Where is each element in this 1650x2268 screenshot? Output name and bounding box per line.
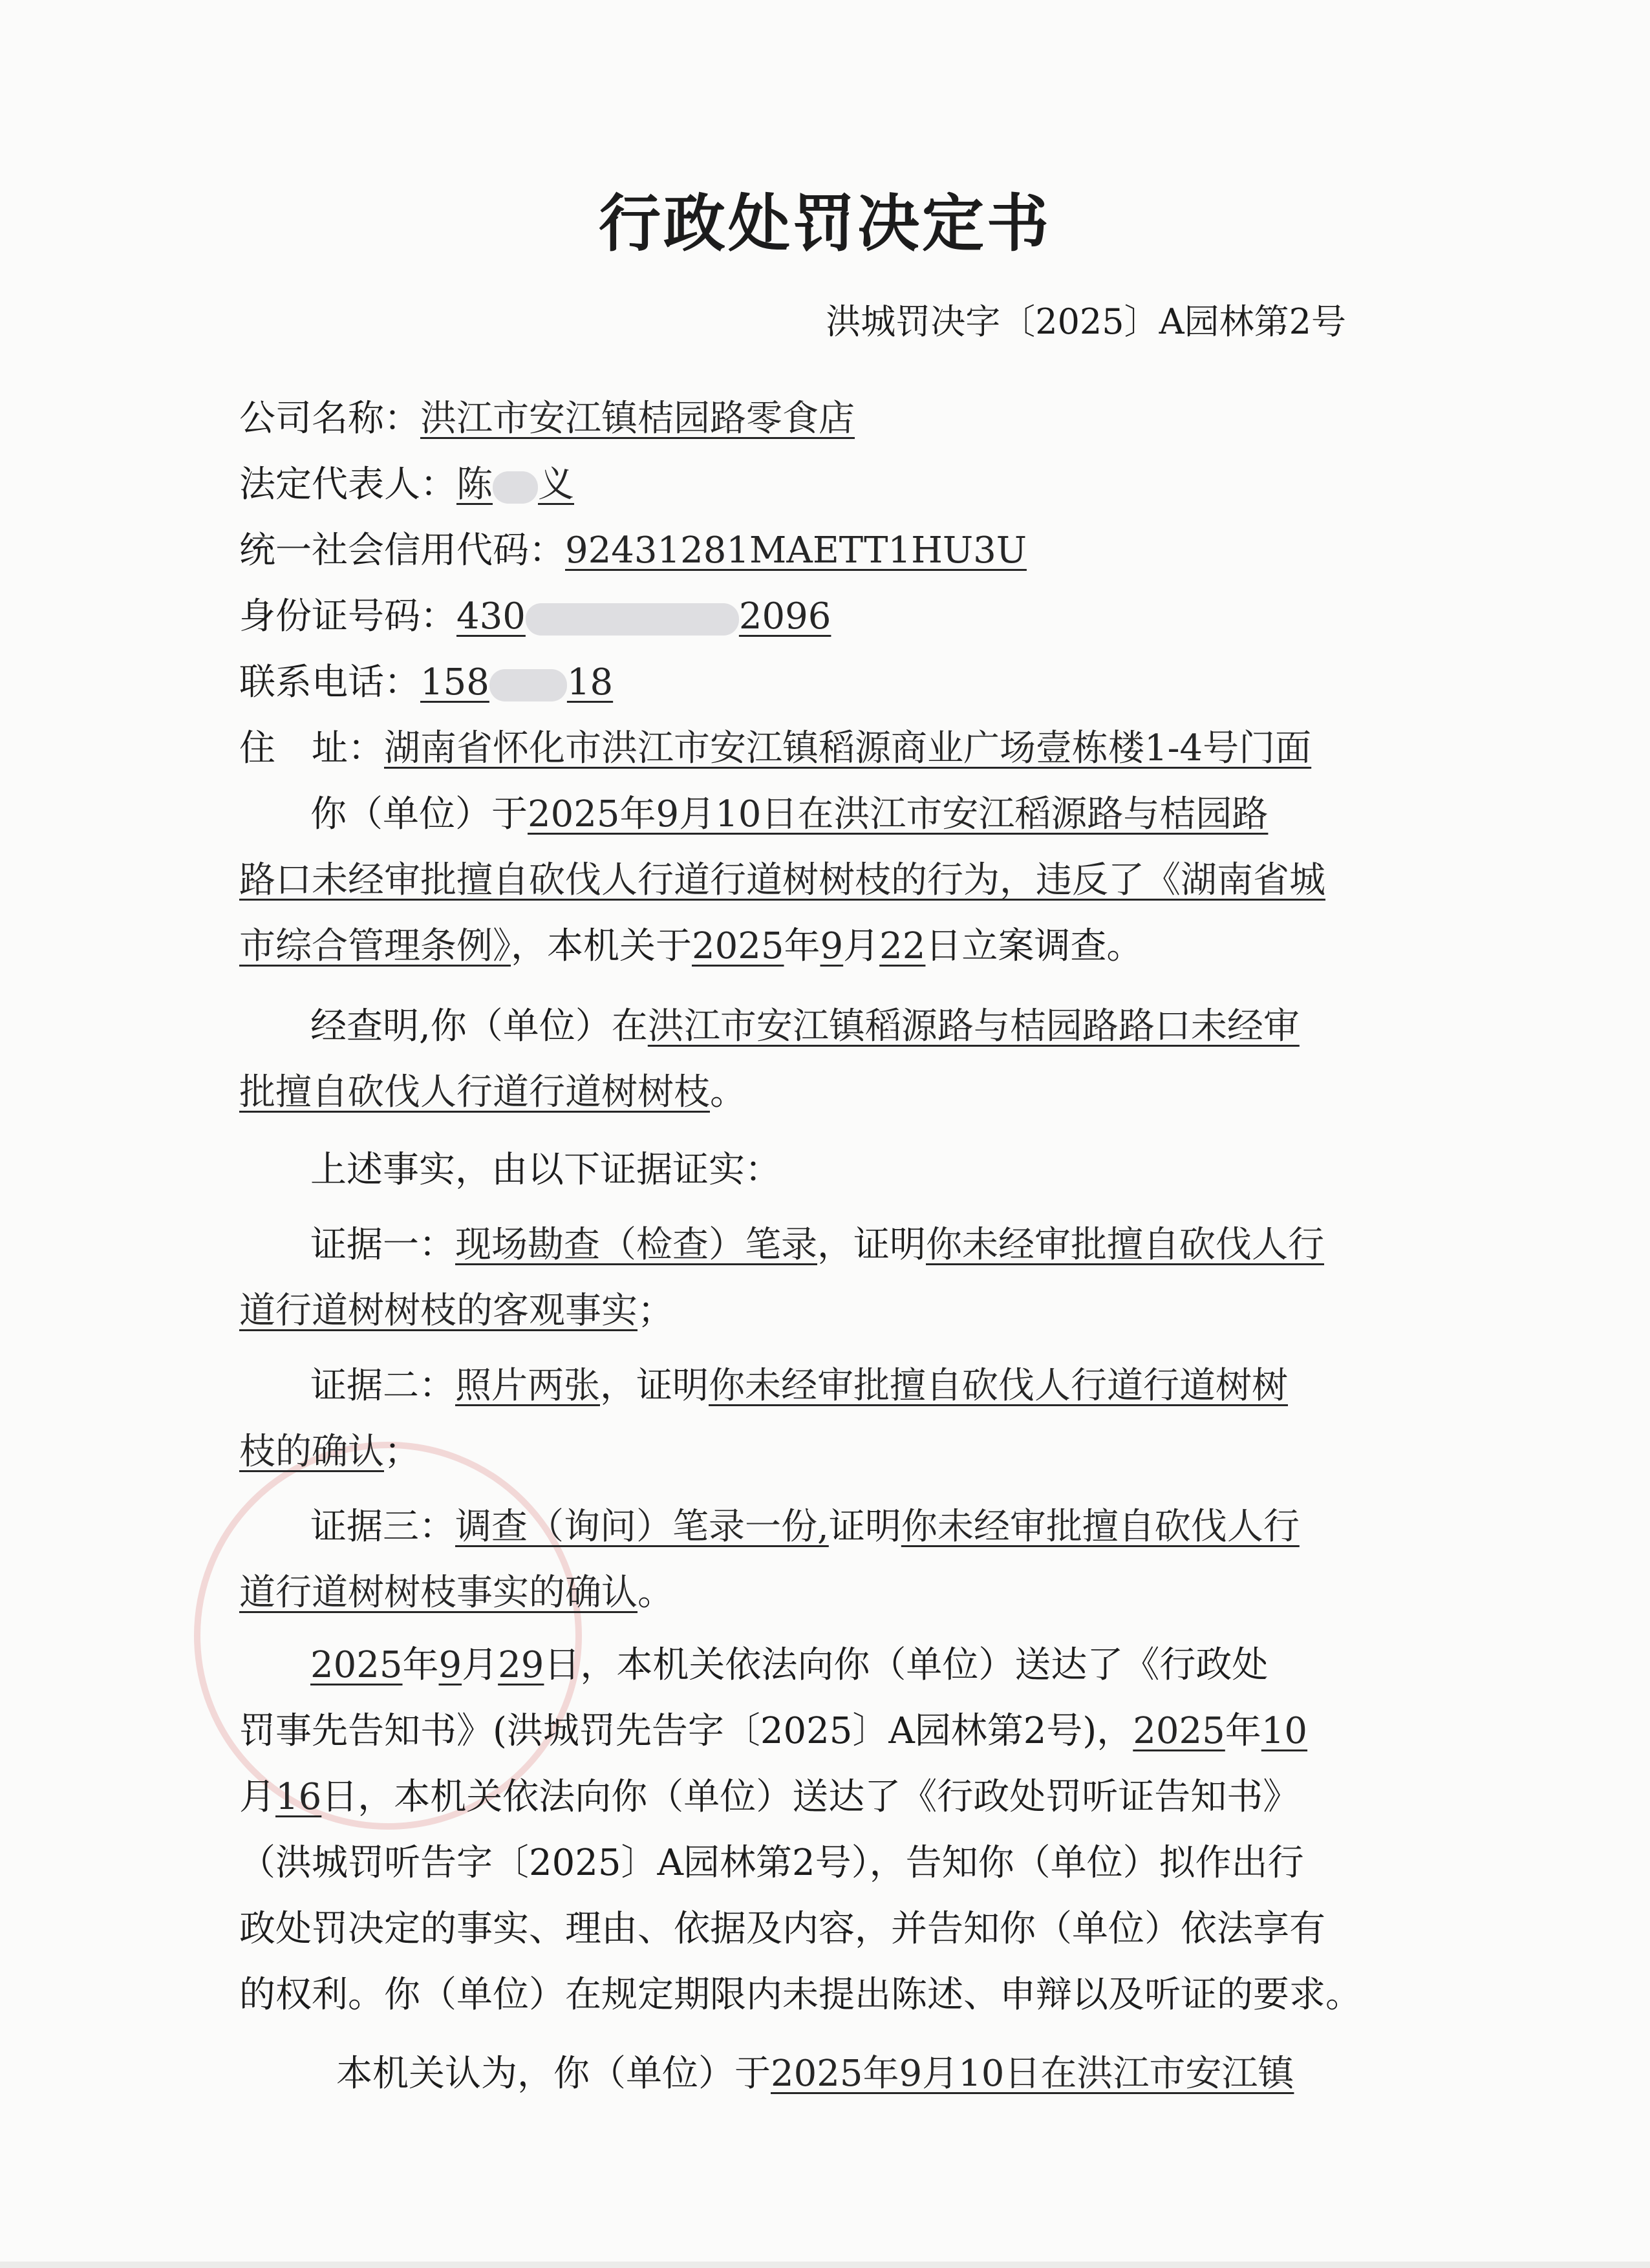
phone-row	[239, 661, 614, 703]
company-label: 公司名称：	[239, 398, 420, 440]
company-name-row	[239, 398, 855, 440]
legal-rep-row	[239, 464, 574, 506]
address-row	[239, 727, 1312, 769]
p1-regulation-b: 市综合管理条例》	[239, 925, 511, 967]
p1-date-place: 2025年9月10日在洪江市安江稻源路与桔园路	[528, 793, 1269, 835]
document-title: 行政处罚决定书	[599, 187, 1051, 260]
p1-text-l: 日立案调查。	[925, 925, 1143, 967]
paragraph-3: 上述事实，由以下证据证实：	[310, 1149, 781, 1191]
redaction-blur	[489, 669, 567, 701]
p4-month-2: 10	[1261, 1710, 1308, 1752]
paragraph-4-line-1	[310, 1644, 1269, 1686]
e1-content-a: 你未经审批擅自砍伐人行	[926, 1224, 1324, 1266]
p4-year-unit-1: 年	[402, 1644, 439, 1686]
p4-year-1: 2025	[310, 1644, 403, 1686]
company-value: 洪江市安江镇桔园路零食店	[420, 398, 855, 440]
p5-date-place: 2025年9月10日在洪江市安江镇	[771, 2053, 1294, 2095]
p1-month: 9	[820, 925, 844, 967]
redaction-blur	[493, 471, 538, 504]
e2-content-a: 你未经审批擅自砍伐人行道行道树树	[709, 1365, 1288, 1407]
e2-content-b: 枝的确认	[239, 1431, 384, 1473]
credit-label: 统一社会信用代码：	[239, 530, 565, 572]
paragraph-1-line-2	[239, 859, 1325, 901]
paragraph-2-line-1	[310, 1005, 1300, 1047]
phone-last: 18	[566, 661, 614, 703]
id-last: 2096	[738, 595, 831, 637]
p4-year-unit-2: 年	[1225, 1710, 1261, 1752]
p1-month-unit: 月	[843, 925, 880, 967]
p1-text-f: ，本机关于	[511, 925, 692, 967]
p4-text-1: 日，本机关依法向你（单位）送达了《行政处	[544, 1644, 1269, 1686]
p2-location: 洪江市安江镇稻源路与桔园路路口未经审	[647, 1005, 1300, 1047]
document-number: 洪城罚决字〔2025〕A园林第2号	[826, 301, 1346, 342]
credit-code-row	[239, 530, 1027, 572]
e3-end: 。	[638, 1572, 674, 1614]
p4-day-1: 29	[498, 1644, 544, 1686]
e2-prove: ，证明	[600, 1365, 709, 1407]
official-seal	[194, 1442, 582, 1830]
p4-month-1: 9	[438, 1644, 462, 1686]
e3-label: 证据三：	[310, 1506, 455, 1548]
evidence-3-line-1	[310, 1506, 1300, 1548]
p4-text-3: 日，本机关依法向你（单位）送达了《行政处罚听证告知书》	[321, 1776, 1300, 1818]
evidence-1-line-1	[310, 1224, 1324, 1266]
paragraph-4-line-5: 政处罚决定的事实、理由、依据及内容，并告知你（单位）依法享有	[239, 1908, 1325, 1950]
id-label: 身份证号码：	[239, 595, 456, 637]
rep-label: 法定代表人：	[239, 464, 456, 506]
id-first: 430	[456, 595, 526, 637]
p4-day-2: 16	[275, 1776, 322, 1818]
p1-text-a: 你（单位）于	[310, 793, 528, 835]
p5-text-a: 本机关认为，你（单位）于	[336, 2053, 771, 2095]
evidence-3-line-2	[239, 1572, 674, 1614]
p1-day: 22	[879, 925, 926, 967]
id-value	[456, 595, 831, 637]
phone-value	[420, 661, 613, 703]
paragraph-4-line-6: 的权利。你（单位）在规定期限内未提出陈述、申辩以及听证的要求。	[239, 1974, 1362, 2016]
credit-value: 92431281MAETT1HU3U	[565, 530, 1027, 572]
p1-violation: 路口未经审批擅自砍伐人行道行道树树枝的行为，违反了	[239, 859, 1144, 901]
e3-content-b: 道行道树树枝事实的确认	[239, 1572, 638, 1614]
evidence-2-line-2	[239, 1431, 420, 1473]
paragraph-4-line-3	[239, 1776, 1300, 1818]
id-number-row	[239, 595, 831, 637]
p4-month-unit-2: 月	[239, 1776, 275, 1818]
paragraph-4-line-2	[239, 1710, 1308, 1752]
e3-item: 调查（询问）笔录一份,	[455, 1506, 829, 1548]
page-bottom-edge	[0, 2262, 1650, 2268]
evidence-1-line-2	[239, 1290, 674, 1332]
e2-end: ；	[384, 1431, 420, 1473]
p1-year-unit: 年	[784, 925, 820, 967]
rep-first: 陈	[456, 464, 493, 506]
address-value: 湖南省怀化市洪江市安江镇稻源商业广场壹栋楼1-4号门面	[384, 727, 1312, 769]
phone-label: 联系电话：	[239, 661, 420, 703]
paragraph-5-line-1	[336, 2053, 1294, 2095]
e1-end: ；	[638, 1290, 674, 1332]
paragraph-1-line-3	[239, 925, 1143, 967]
e3-prove: 证明	[828, 1506, 901, 1548]
redaction-blur	[526, 603, 739, 636]
e1-content-b: 道行道树树枝的客观事实	[239, 1290, 638, 1332]
e2-item: 照片两张	[455, 1365, 600, 1407]
e1-prove: ，证明	[817, 1224, 926, 1266]
e1-label: 证据一：	[310, 1224, 455, 1266]
p4-month-unit-1: 月	[462, 1644, 498, 1686]
phone-first: 158	[420, 661, 489, 703]
address-label: 住 址：	[239, 727, 384, 769]
paragraph-4-line-4: （洪城罚听告字〔2025〕A园林第2号），告知你（单位）拟作出行	[239, 1842, 1304, 1884]
p4-text-2: 罚事先告知书》(洪城罚先告字〔2025〕A园林第2号)，	[239, 1710, 1133, 1752]
p1-regulation-a: 《湖南省城	[1144, 859, 1325, 901]
e2-label: 证据二：	[310, 1365, 455, 1407]
p4-year-2: 2025	[1133, 1710, 1225, 1752]
e1-item: 现场勘查（检查）笔录	[455, 1224, 817, 1266]
evidence-2-line-1	[310, 1365, 1288, 1407]
paragraph-1-line-1	[310, 793, 1269, 835]
p1-year: 2025	[692, 925, 784, 967]
e3-content-a: 你未经审批擅自砍伐人行	[901, 1506, 1300, 1548]
paragraph-2-line-2	[239, 1071, 746, 1113]
rep-value	[456, 464, 574, 506]
rep-last: 义	[538, 464, 574, 506]
p2-fact: 批擅自砍伐人行道行道树树枝	[239, 1071, 710, 1113]
p2-text-a: 经查明,你（单位）在	[310, 1005, 648, 1047]
p2-end: 。	[710, 1071, 746, 1113]
